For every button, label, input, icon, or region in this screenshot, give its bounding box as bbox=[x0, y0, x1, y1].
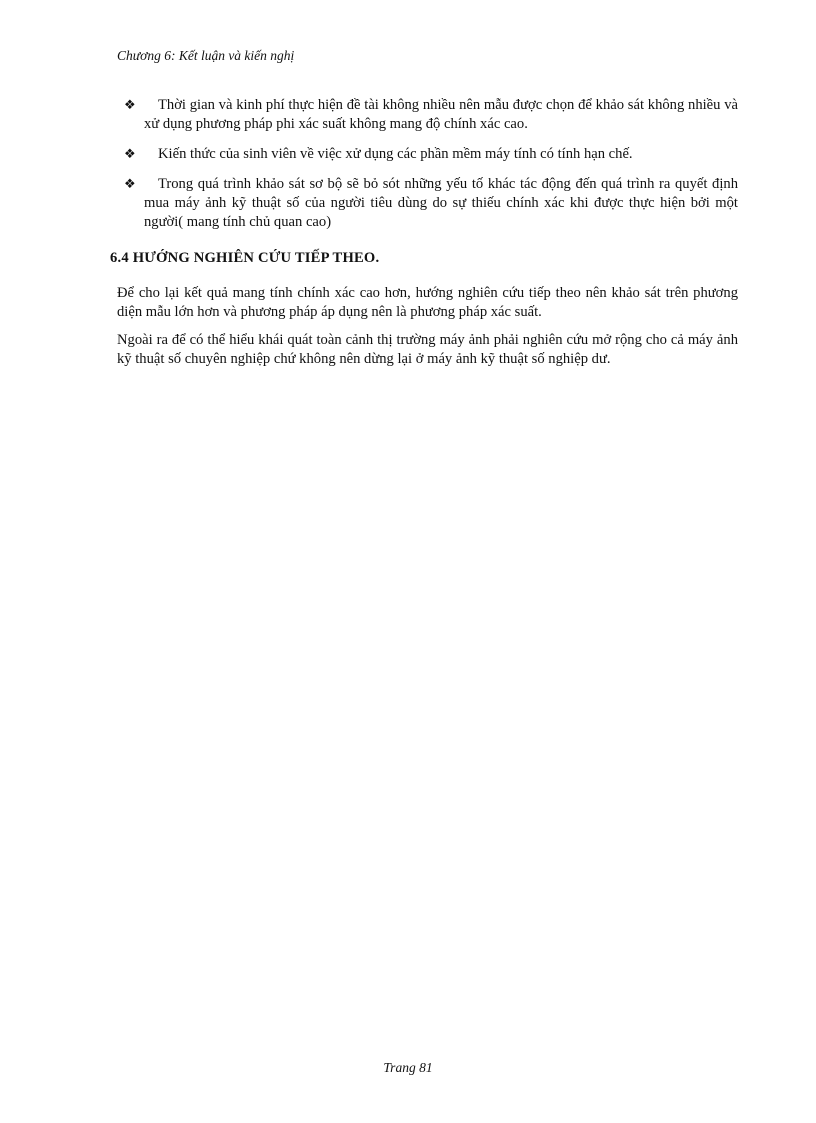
diamond-bullet-icon: ❖ bbox=[124, 147, 136, 162]
limitation-text: Thời gian và kinh phí thực hiện đề tài không nhiều nên mẫu được chọn để khảo sát không nhiều và xử dụng phương pháp phi xác suất không mang độ chính xác cao. bbox=[144, 97, 738, 132]
chapter-header: Chương 6: Kết luận và kiến nghị bbox=[117, 48, 295, 63]
section-heading: 6.4 HƯỚNG NGHIÊN CỨU TIẾP THEO. bbox=[110, 250, 380, 266]
limitation-item bbox=[117, 145, 738, 164]
diamond-bullet-icon: ❖ bbox=[124, 177, 136, 192]
limitation-item bbox=[117, 175, 738, 232]
limitation-item bbox=[117, 96, 738, 134]
body-paragraph: Ngoài ra để có thể hiểu khái quát toàn cảnh thị trường máy ảnh phải nghiên cứu mở rộng cho cả máy ảnh kỹ thuật số chuyên nghiệp chứ không nên dừng lại ở máy ảnh kỹ thuật số nghiệp dư. bbox=[117, 332, 738, 367]
limitation-text: Kiến thức của sinh viên về việc xử dụng các phần mềm máy tính có tính hạn chế. bbox=[158, 146, 633, 162]
limitation-text: Trong quá trình khảo sát sơ bộ sẽ bỏ sót những yếu tố khác tác động đến quá trình ra quyết định mua máy ảnh kỹ thuật số của người tiêu dùng do sự thiếu chính xác khi được thực hiện bởi một người( mang tính chủ quan cao) bbox=[144, 176, 738, 230]
page-number: Trang 81 bbox=[383, 1060, 433, 1075]
diamond-bullet-icon: ❖ bbox=[124, 98, 136, 113]
body-paragraph: Để cho lại kết quả mang tính chính xác cao hơn, hướng nghiên cứu tiếp theo nên khảo sát trên phương diện mẫu lớn hơn và phương pháp áp dụng nên là phương pháp xác suất. bbox=[117, 285, 738, 320]
page-content bbox=[110, 96, 738, 378]
